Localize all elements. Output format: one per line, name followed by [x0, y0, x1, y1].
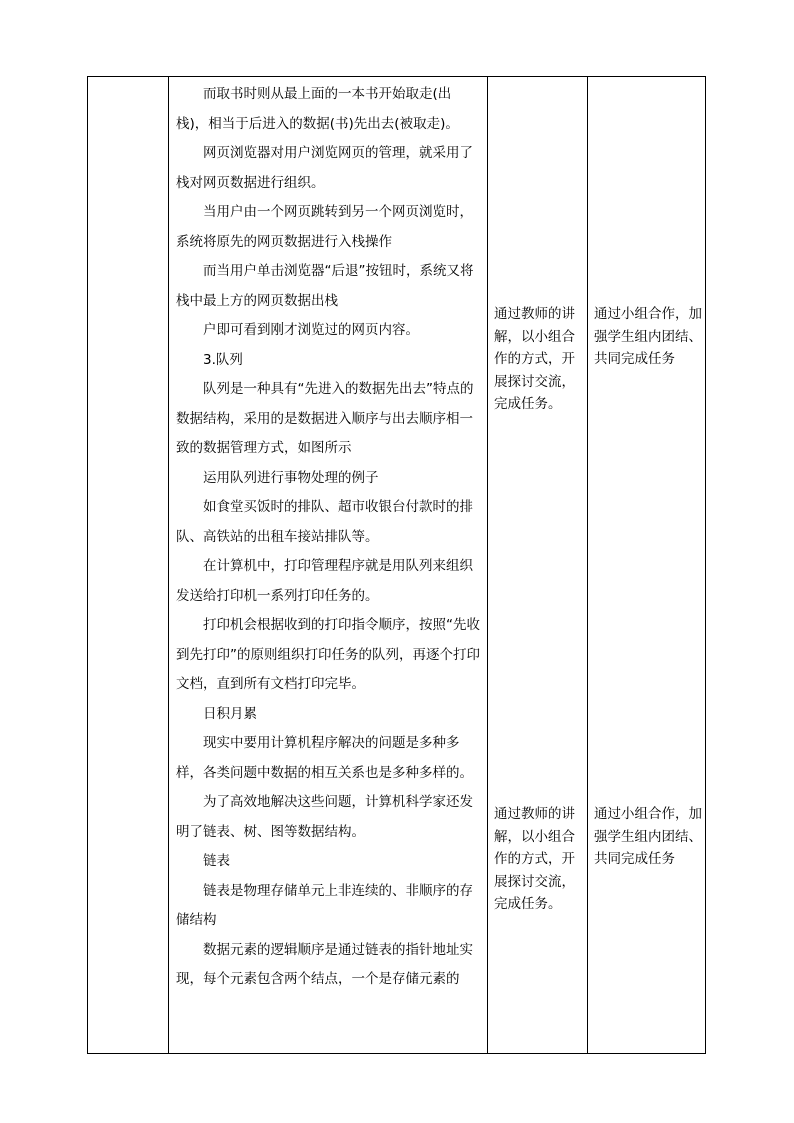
teaching-content-column: [170, 77, 486, 995]
content-paragraph: 链表: [203, 853, 230, 869]
content-paragraph: 队列是一种具有“先进入的数据先出去”特点的数据结构，采用的是数据进入顺序与出去顺序相一致的数据管理方式，如图所示: [176, 381, 474, 456]
content-paragraph: 3.队列: [203, 351, 243, 368]
teacher-activity-text: 通过教师的讲解，以小组合作的方式，开展探讨交流，完成任务。: [494, 306, 575, 412]
content-paragraph: 打印机会根据收到的打印指令顺序，按照“先收到先打印”的原则组织打印任务的队列，再逐个打印文档，直到所有文档打印完毕。: [176, 617, 480, 692]
content-paragraph: 户即可看到刚才浏览过的网页内容。: [203, 322, 419, 338]
student-activity-text: 通过小组合作，加强学生组内团结、共同完成任务: [594, 806, 702, 867]
content-paragraph: 而当用户单击浏览器“后退”按钮时，系统又将栈中最上方的网页数据出栈: [176, 263, 474, 309]
content-paragraph: 现实中要用计算机程序解决的问题是多种多样，各类问题中数据的相互关系也是多种多样的。: [176, 735, 473, 781]
content-paragraph: 网页浏览器对用户浏览网页的管理，就采用了栈对网页数据进行组织。: [176, 145, 473, 191]
column-divider-2: [487, 77, 488, 1053]
content-paragraph: 而取书时则从最上面的一本书开始取走(出栈)，相当于后进入的数据(书)先出去(被取走)。: [176, 86, 459, 132]
student-activity-text: 通过小组合作，加强学生组内团结、共同完成任务: [594, 306, 702, 367]
content-paragraph: 当用户由一个网页跳转到另一个网页浏览时，系统将原先的网页数据进行入栈操作: [176, 204, 473, 250]
content-paragraph: 为了高效地解决这些问题，计算机科学家还发明了链表、树、图等数据结构。: [176, 794, 473, 840]
content-paragraph: 在计算机中，打印管理程序就是用队列来组织发送给打印机一系列打印任务的。: [176, 558, 473, 604]
column-divider-1: [168, 77, 169, 1053]
content-paragraph: 如食堂买饭时的排队、超市收银台付款时的排队、高铁站的出租车接站排队等。: [176, 499, 473, 545]
content-paragraph: 数据元素的逻辑顺序是通过链表的指针地址实现，每个元素包含两个结点，一个是存储元素的: [176, 941, 473, 987]
content-paragraph: 链表是物理存储单元上非连续的、非顺序的存储结构: [176, 882, 473, 928]
lesson-plan-table: [87, 76, 706, 1054]
content-paragraph: 运用队列进行事物处理的例子: [203, 469, 379, 486]
column-divider-3: [587, 77, 588, 1053]
content-paragraph: 日积月累: [203, 705, 257, 722]
teacher-activity-text: 通过教师的讲解，以小组合作的方式，开展探讨交流，完成任务。: [494, 806, 575, 912]
